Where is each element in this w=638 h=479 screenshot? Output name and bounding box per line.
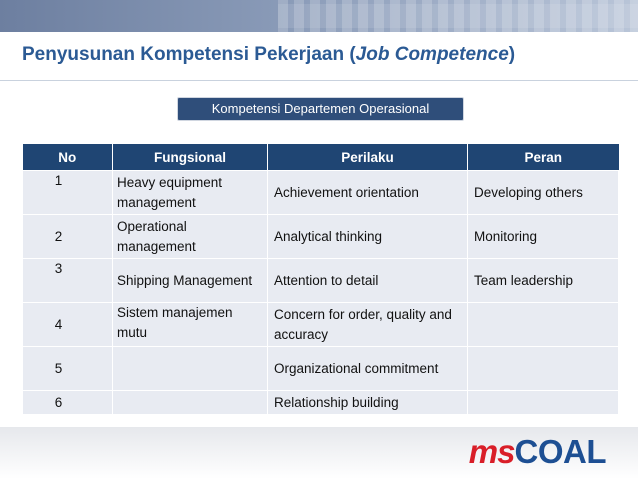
table-row (23, 171, 619, 215)
mscoal-logo (469, 432, 606, 472)
header-peran: Peran (468, 144, 619, 171)
header-fungsional: Fungsional (113, 144, 268, 171)
cell-peran (468, 391, 619, 415)
cell-perilaku: Organizational commitment (268, 347, 468, 391)
cell-fungsional (113, 391, 268, 415)
table-header-row (23, 144, 619, 171)
slide-title (22, 44, 515, 66)
table-row (23, 391, 619, 415)
cell-fungsional: Sistem manajemen mutu (113, 303, 268, 347)
cell-no: 4 (23, 303, 113, 347)
cell-peran (468, 303, 619, 347)
cell-perilaku: Relationship building (268, 391, 468, 415)
logo-coal: COAL (514, 433, 606, 470)
cell-fungsional (113, 347, 268, 391)
logo-ms: ms (468, 433, 515, 470)
department-badge: Kompetensi Departemen Operasional (177, 97, 464, 121)
cell-fungsional: Operational management (113, 215, 268, 259)
banner-pattern (278, 0, 638, 32)
cell-no: 2 (23, 215, 113, 259)
top-banner (0, 0, 638, 32)
table-row (23, 215, 619, 259)
cell-peran: Developing others (468, 171, 619, 215)
cell-no: 1 (23, 171, 113, 215)
cell-no: 6 (23, 391, 113, 415)
cell-perilaku: Achievement orientation (268, 171, 468, 215)
title-end: ) (508, 44, 516, 65)
table-row (23, 259, 619, 303)
table-row (23, 347, 619, 391)
cell-no: 3 (23, 259, 113, 303)
cell-perilaku: Attention to detail (268, 259, 468, 303)
cell-no: 5 (23, 347, 113, 391)
cell-peran (468, 347, 619, 391)
title-main: Penyusunan Kompetensi Pekerjaan ( (22, 44, 356, 65)
title-emphasis: Job Competence (355, 44, 509, 65)
competence-table (22, 144, 619, 415)
cell-perilaku: Concern for order, quality and accuracy (268, 303, 468, 347)
cell-peran: Team leadership (468, 259, 619, 303)
cell-fungsional: Shipping Management (113, 259, 268, 303)
title-divider (0, 80, 638, 81)
table-row (23, 303, 619, 347)
cell-perilaku: Analytical thinking (268, 215, 468, 259)
header-no: No (23, 144, 113, 171)
header-perilaku: Perilaku (268, 144, 468, 171)
cell-peran: Monitoring (468, 215, 619, 259)
cell-fungsional: Heavy equipment management (113, 171, 268, 215)
